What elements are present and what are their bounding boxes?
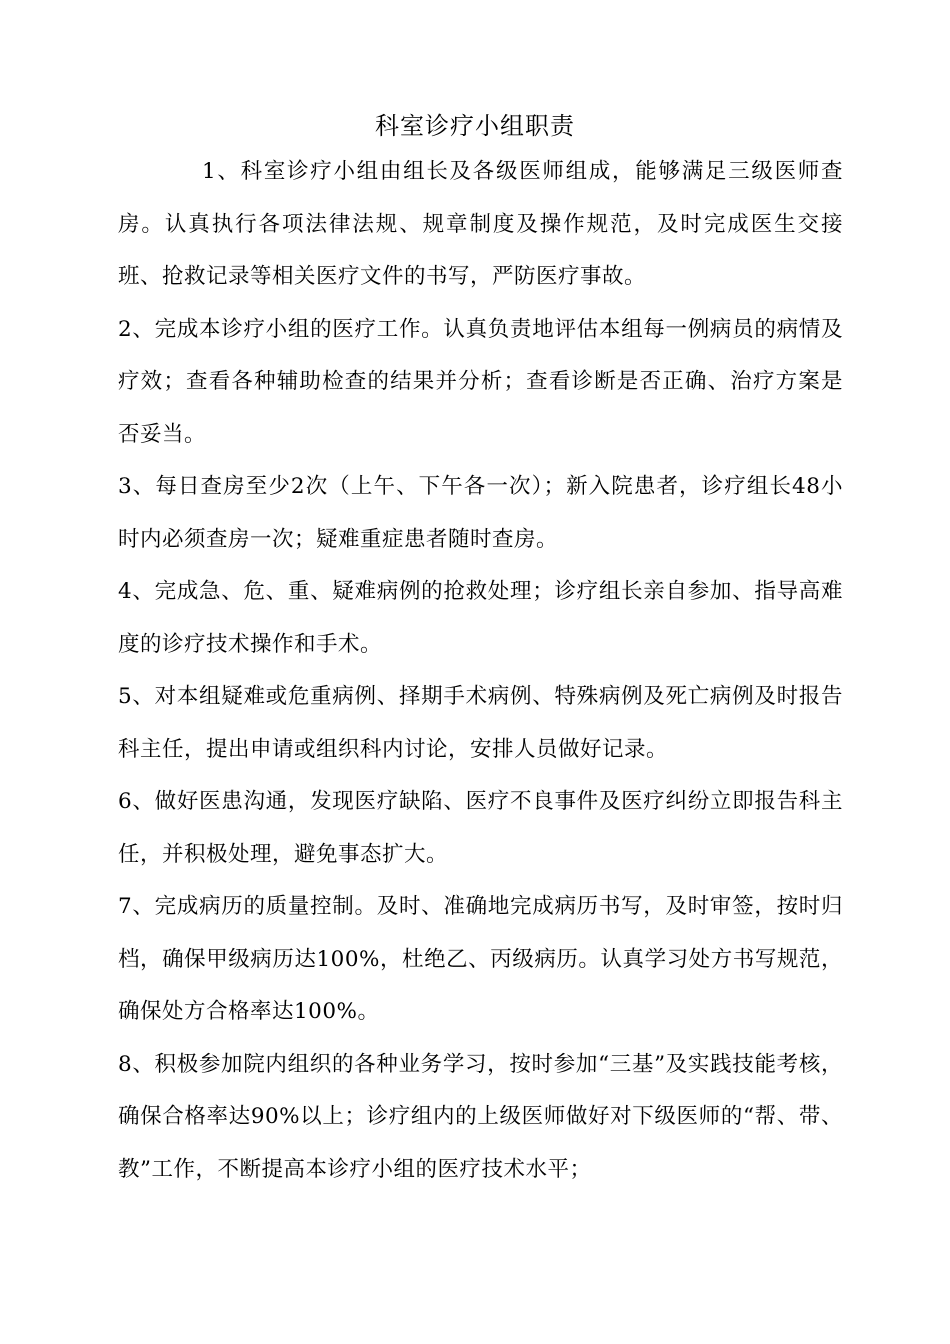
paragraph-7: 7、完成病历的质量控制。及时、准确地完成病历书写，及时审签，按时归档，确保甲级病历达100%，杜绝乙、丙级病历。认真学习处方书写规范，确保处方合格率达100%。 [118,894,843,1024]
paragraph-1: 1、科室诊疗小组由组长及各级医师组成，能够满足三级医师查房。认真执行各项法律法规、规章制度及操作规范，及时完成医生交接班、抢救记录等相关医疗文件的书写，严防医疗事故。 [118,159,843,289]
paragraph-4: 4、完成急、危、重、疑难病例的抢救处理；诊疗组长亲自参加、指导高难度的诊疗技术操作和手术。 [118,579,843,657]
document-body [118,146,843,1196]
paragraph-8: 8、积极参加院内组织的各种业务学习，按时参加“三基”及实践技能考核，确保合格率达90%以上；诊疗组内的上级医师做好对下级医师的“帮、带、教”工作，不断提高本诊疗小组的医疗技术水平； [118,1051,843,1182]
document-title: 科室诊疗小组职责 [375,112,575,140]
paragraph-5: 5、对本组疑难或危重病例、择期手术病例、特殊病例及死亡病例及时报告科主任，提出申请或组织科内讨论，安排人员做好记录。 [118,684,843,762]
paragraph-2: 2、完成本诊疗小组的医疗工作。认真负责地评估本组每一例病员的病情及疗效；查看各种辅助检查的结果并分析；查看诊断是否正确、治疗方案是否妥当。 [118,316,843,447]
paragraph-6: 6、做好医患沟通，发现医疗缺陷、医疗不良事件及医疗纠纷立即报告科主任，并积极处理，避免事态扩大。 [118,789,843,867]
paragraph-3: 3、每日查房至少2次（上午、下午各一次）；新入院患者，诊疗组长48小时内必须查房一次；疑难重症患者随时查房。 [118,474,843,552]
